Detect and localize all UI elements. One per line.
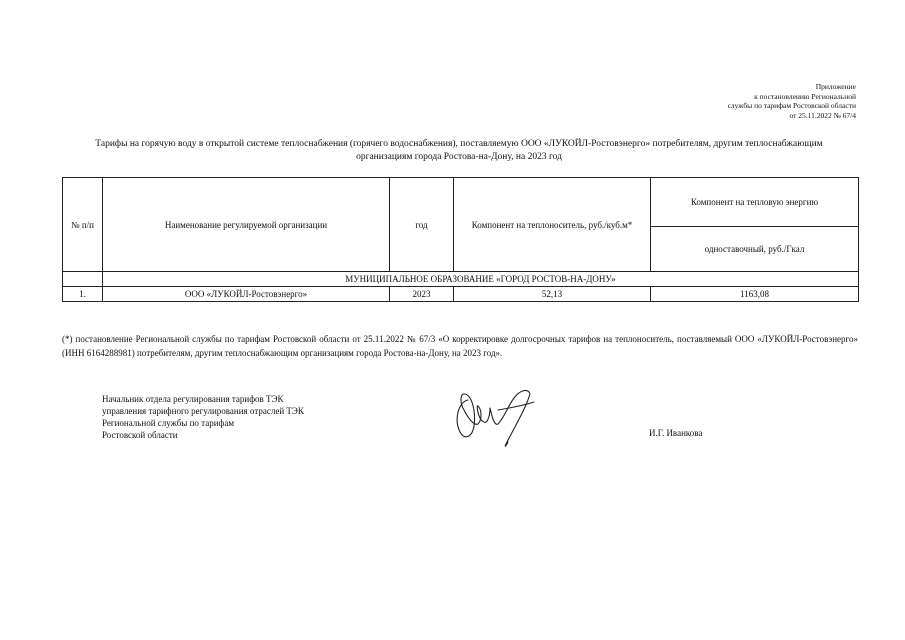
signer-title-line: Начальник отдела регулирования тарифов ТЭК — [102, 394, 284, 404]
header-thermal: Компонент на тепловую энергию — [651, 178, 859, 227]
appendix-line: к постановлению Региональной — [754, 91, 856, 101]
document-title — [60, 138, 858, 164]
header-carrier: Компонент на теплоноситель, руб./куб.м* — [454, 178, 651, 272]
signer-title-line: управления тарифного регулирования отраслей ТЭК — [102, 406, 304, 416]
appendix-header — [728, 82, 856, 120]
header-number: № п/п — [63, 178, 103, 272]
signer-title — [102, 393, 304, 441]
signer-title-line: Региональной службы по тарифам — [102, 418, 235, 428]
header-year: год — [390, 178, 454, 272]
cell-year: 2023 — [390, 287, 454, 302]
footnote: (*) постановление Региональной службы по тарифам Ростовской области от 25.11.2022 № 67/3 «О корректировке долгосрочных тарифов на теплоноситель, поставляемый ООО «ЛУКОЙЛ-Ростовэнерго» (ИНН 6164288981) потребителям, другим теплоснабжающим организациям города Ростова-на-Дону, на 2023 год». — [62, 334, 858, 358]
title-line: организациям города Ростова-на-Дону, на 2023 год — [356, 152, 562, 162]
tariff-table — [62, 177, 859, 302]
appendix-line: Приложение — [815, 82, 856, 91]
header-thermal-sub: одноставочный, руб./Гкал — [651, 227, 859, 272]
table-header-row — [63, 178, 859, 227]
region-empty-cell — [63, 272, 103, 287]
title-line: Тарифы на горячую воду в открытой системе теплоснабжения (горячего водоснабжения), поставляемую ООО «ЛУКОЙЛ-Ростовэнерго» потребителям, другим теплоснабжающим — [95, 139, 823, 149]
region-name: МУНИЦИПАЛЬНОЕ ОБРАЗОВАНИЕ «ГОРОД РОСТОВ-НА-ДОНУ» — [103, 272, 859, 287]
table-row — [63, 287, 859, 302]
signer-name: И.Г. Иванкова — [649, 428, 703, 438]
cell-carrier: 52,13 — [454, 287, 651, 302]
cell-organization: ООО «ЛУКОЙЛ-Ростовэнерго» — [103, 287, 390, 302]
cell-number: 1. — [63, 287, 103, 302]
signer-title-line: Ростовской области — [102, 430, 178, 440]
appendix-line: от 25.11.2022 № 67/4 — [789, 110, 856, 120]
table-region-row — [63, 272, 859, 287]
cell-thermal: 1163,08 — [651, 287, 859, 302]
header-organization: Наименование регулируемой организации — [103, 178, 390, 272]
signature-image — [448, 380, 540, 452]
appendix-line: службы по тарифам Ростовской области — [727, 101, 856, 110]
